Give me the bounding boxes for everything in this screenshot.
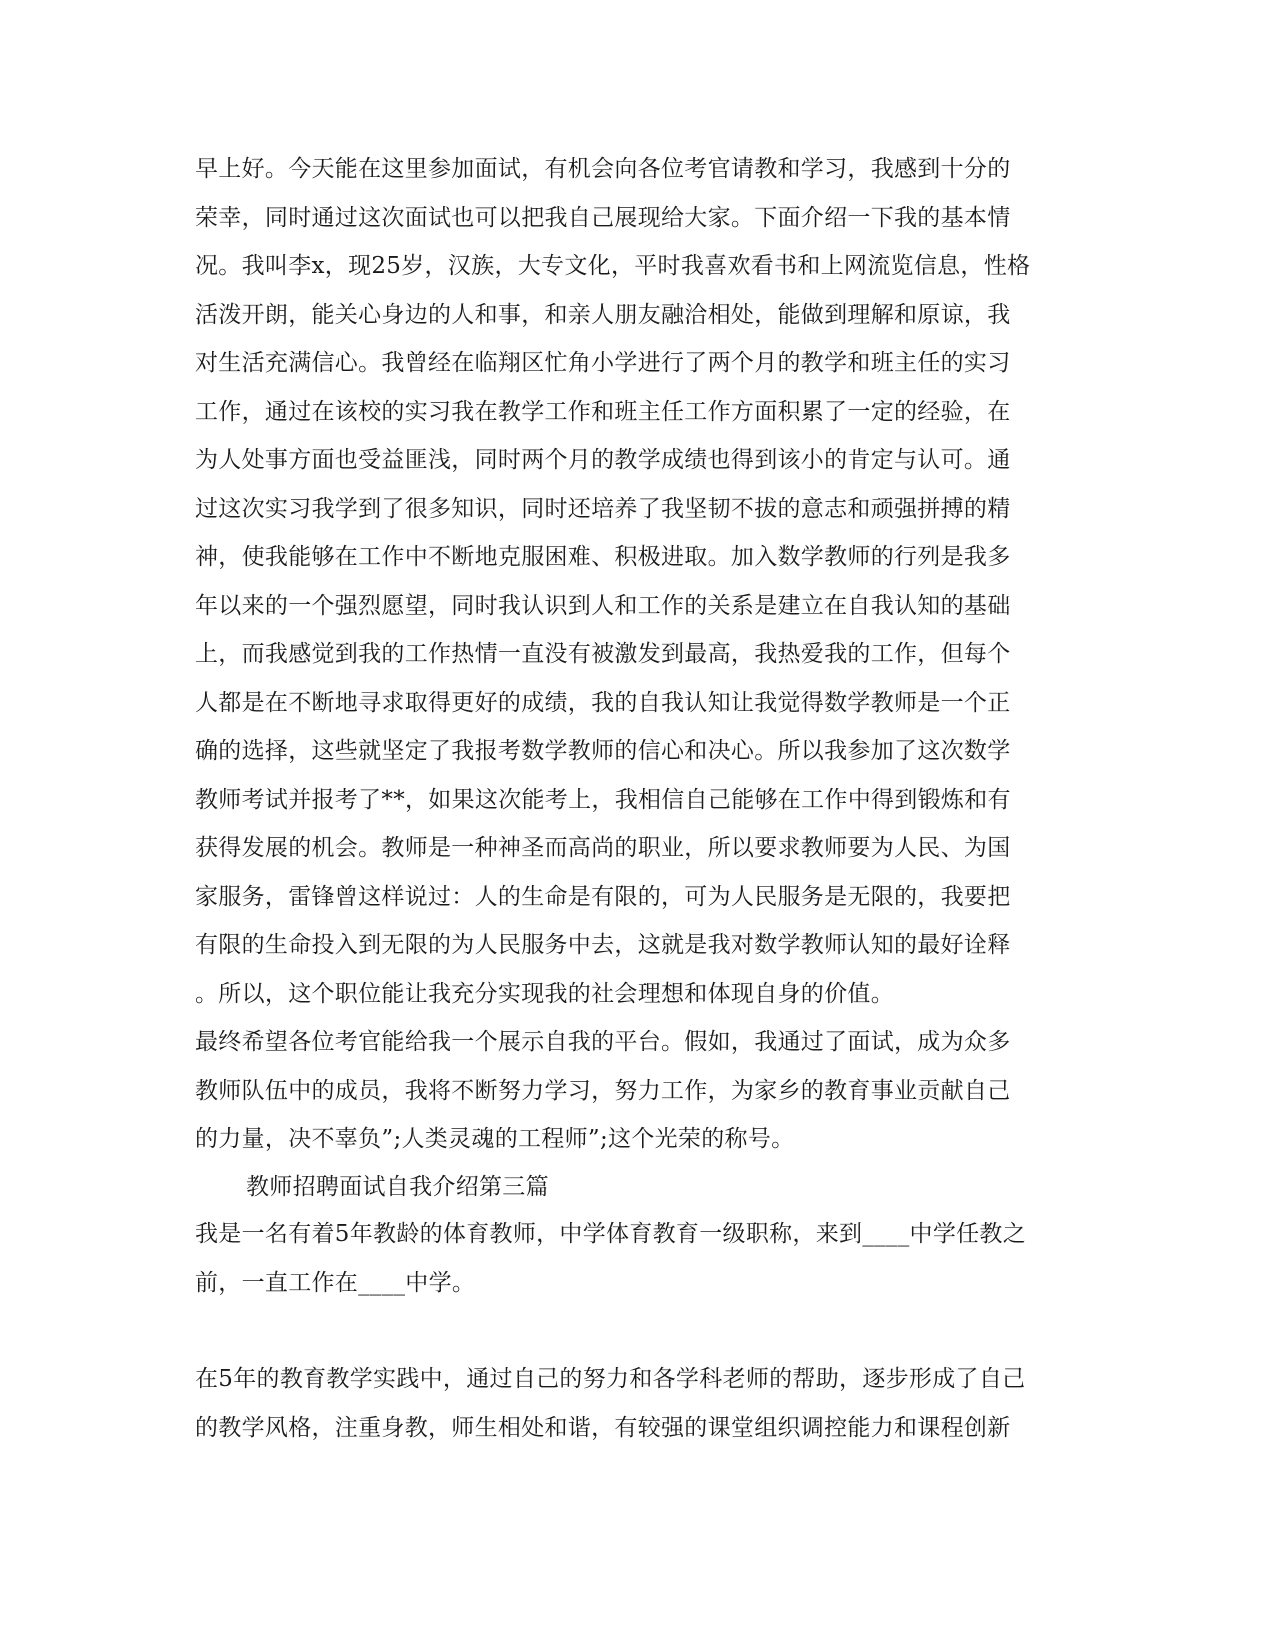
- text-line: 有限的生命投入到无限的为人民服务中去，这就是我对数学教师认知的最好诠释: [195, 932, 1011, 958]
- text-line: 荣幸，同时通过这次面试也可以把我自己展现给大家。下面介绍一下我的基本情: [195, 204, 1011, 231]
- text-line: 的教学风格，注重身教，师生相处和谐，有较强的课堂组织调控能力和课程创新: [195, 1414, 1011, 1441]
- text-line: 上，而我感觉到我的工作热情一直没有被激发到最高，我热爱我的工作，但每个: [195, 641, 1011, 667]
- text-line: 。所以，这个职位能让我充分实现我的社会理想和体现自身的价值。: [195, 980, 894, 1007]
- text-line: 对生活充满信心。我曾经在临翔区忙角小学进行了两个月的教学和班主任的实习: [195, 350, 1011, 376]
- text-line: 的力量，决不辜负”;人类灵魂的工程师”;这个光荣的称号。: [195, 1126, 795, 1152]
- text-line: 在5年的教育教学实践中，通过自己的努力和各学科老师的帮助，逐步形成了自己: [195, 1366, 1026, 1392]
- text-line: 教师队伍中的成员，我将不断努力学习，努力工作，为家乡的教育事业贡献自己: [195, 1077, 1011, 1104]
- paragraph-third-intro: [195, 1210, 1090, 1307]
- paragraph-intro: [195, 145, 1090, 1018]
- text-line: 过这次实习我学到了很多知识，同时还培养了我坚韧不拔的意志和顽强拼搏的精: [195, 495, 1011, 522]
- text-line: 早上好。今天能在这里参加面试，有机会向各位考官请教和学习，我感到十分的: [195, 156, 1011, 182]
- section-heading-text: 教师招聘面试自我介绍第三篇: [246, 1174, 549, 1200]
- text-line: 最终希望各位考官能给我一个展示自我的平台。假如，我通过了面试，成为众多: [195, 1029, 1011, 1055]
- text-line: 家服务，雷锋曾这样说过：人的生命是有限的，可为人民服务是无限的，我要把: [195, 883, 1011, 910]
- text-line: 况。我叫李x，现25岁，汉族，大专文化，平时我喜欢看书和上网流览信息，性格: [195, 253, 1031, 279]
- text-line: 我是一名有着5年教龄的体育教师，中学体育教育一级职称，来到____中学任教之: [195, 1221, 1027, 1247]
- text-line: 年以来的一个强烈愿望，同时我认识到人和工作的关系是建立在自我认知的基础: [195, 592, 1011, 619]
- section-heading: [195, 1163, 1141, 1212]
- paragraph-closing: [195, 1018, 1090, 1164]
- text-line: 为人处事方面也受益匪浅，同时两个月的教学成绩也得到该小的肯定与认可。通: [195, 447, 1011, 473]
- text-line: 教师考试并报考了**，如果这次能考上，我相信自己能够在工作中得到锻炼和有: [195, 786, 1011, 813]
- text-line: 前，一直工作在____中学。: [195, 1269, 476, 1296]
- text-line: 工作，通过在该校的实习我在教学工作和班主任工作方面积累了一定的经验，在: [195, 398, 1011, 425]
- text-line: 神，使我能够在工作中不断地克服困难、积极进取。加入数学教师的行列是我多: [195, 544, 1011, 570]
- text-line: 获得发展的机会。教师是一种神圣而高尚的职业，所以要求教师要为人民、为国: [195, 835, 1011, 861]
- paragraph-experience: [195, 1355, 1090, 1452]
- text-line: 人都是在不断地寻求取得更好的成绩，我的自我认知让我觉得数学教师是一个正: [195, 689, 1011, 716]
- text-line: 确的选择，这些就坚定了我报考数学教师的信心和决心。所以我参加了这次数学: [195, 738, 1011, 764]
- text-line: 活泼开朗，能关心身边的人和事，和亲人朋友融洽相处，能做到理解和原谅，我: [195, 301, 1011, 328]
